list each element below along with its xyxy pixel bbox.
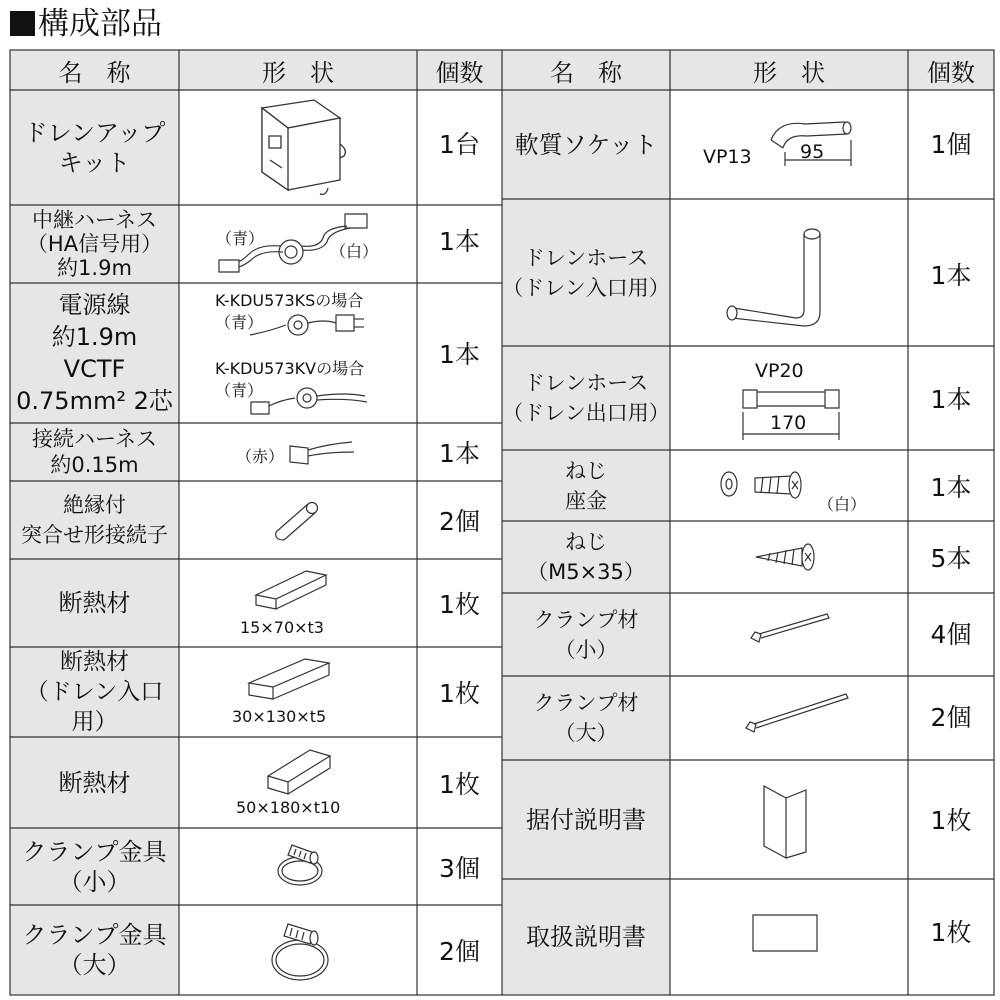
- wire-color-label: （白）: [330, 242, 379, 261]
- header-shape-right: 形 状: [753, 58, 825, 87]
- installation-manual-icon: [760, 782, 810, 866]
- row-count: 1枚: [439, 679, 480, 708]
- name-line: 約1.9m: [57, 256, 132, 280]
- row-name-cable-tie-large: [502, 676, 670, 760]
- screw-washer-icon: [715, 466, 815, 510]
- name-line: （小）: [58, 867, 131, 896]
- insulation-inlet-icon: [245, 655, 335, 709]
- row-name-insulation-inlet: [10, 647, 179, 737]
- name-line: （ドレン入口用）: [502, 275, 670, 300]
- name-line: 約0.15m: [50, 453, 139, 477]
- row-name-installation-manual: [502, 760, 670, 879]
- dimension-label: 30×130×t5: [232, 707, 327, 726]
- hose-clamp-small-icon: [270, 833, 330, 897]
- name-line: 絶縁付: [63, 493, 126, 517]
- name-line: （ドレン入口用）: [25, 679, 164, 735]
- butt-connector-icon: [262, 494, 332, 550]
- pipe-size-label: VP20: [755, 360, 804, 382]
- header-name-right: 名 称: [550, 58, 622, 87]
- variant-label: K-KDU573KVの場合: [215, 359, 365, 378]
- row-count: 1枚: [439, 769, 480, 799]
- row-count: 1本: [439, 439, 480, 468]
- row-count: 4個: [930, 620, 972, 649]
- soft-socket-icon: [765, 112, 865, 176]
- wire-color-label: （青）: [216, 229, 265, 248]
- header-name-left: 名 称: [58, 58, 131, 87]
- insulation-large-icon: [264, 742, 334, 804]
- row-name-screw-washer: [502, 450, 670, 521]
- row-name-butt-connector: [10, 481, 179, 559]
- row-count: 1枚: [439, 590, 480, 619]
- row-name-power-cable: [10, 283, 179, 423]
- hose-clamp-large-icon: [264, 910, 336, 994]
- row-name-insulation-3: [10, 737, 179, 828]
- name-line: 座金: [565, 488, 607, 513]
- name-line: 据付説明書: [526, 805, 646, 834]
- row-count: 1本: [439, 340, 480, 369]
- row-count: 2個: [439, 937, 480, 966]
- name-line: （M5×35）: [527, 560, 645, 584]
- name-line: （HA信号用）: [26, 232, 163, 256]
- row-count: 1台: [439, 129, 480, 159]
- name-line: VCTF: [63, 355, 126, 383]
- name-line: ドレンホース: [523, 371, 649, 395]
- cable-tie-small-icon: [745, 608, 835, 652]
- drain-hose-inlet-icon: [720, 222, 830, 336]
- wire-color-label: （赤）: [236, 447, 285, 466]
- row-count: 1枚: [930, 806, 972, 835]
- row-name-cable-tie-small: [502, 593, 670, 676]
- row-name-operation-manual: [502, 879, 670, 995]
- name-line: 中継ハーネス: [32, 208, 157, 232]
- dimension-label: 15×70×t3: [240, 618, 324, 637]
- name-line: ドレンホース: [523, 245, 649, 270]
- name-line: 突合せ形接続子: [21, 523, 168, 547]
- variant-label: K-KDU573KSの場合: [215, 291, 364, 310]
- wire-color-label: （青）: [215, 381, 264, 400]
- name-line: キット: [58, 148, 131, 177]
- row-count: 5本: [930, 544, 972, 573]
- name-line: 電源線: [58, 291, 131, 319]
- row-count: 3個: [439, 853, 480, 883]
- dimension-label: 170: [770, 412, 807, 434]
- screw-icon: [750, 540, 825, 578]
- name-line: クランプ金具: [22, 921, 167, 949]
- name-line: ドレンアップ: [23, 118, 166, 147]
- name-line: 取扱説明書: [526, 923, 646, 951]
- name-line: （小）: [554, 637, 618, 662]
- header-count-left: 個数: [435, 58, 484, 87]
- name-line: （ドレン出口用）: [502, 401, 670, 425]
- name-line: クランプ金具: [22, 837, 167, 866]
- row-count: 1本: [930, 385, 972, 414]
- row-count: 1本: [930, 261, 972, 290]
- row-name-clamp-large: [10, 905, 179, 995]
- dimension-label: 95: [800, 141, 825, 163]
- dimension-label: 50×180×t10: [236, 798, 341, 817]
- header-count-right: 個数: [927, 58, 975, 87]
- header-shape-left: 形 状: [262, 58, 334, 87]
- name-line: （大）: [554, 721, 618, 745]
- connection-harness-icon: [282, 432, 362, 476]
- name-line: （大）: [58, 951, 131, 979]
- row-name-drain-hose-outlet: [502, 346, 670, 450]
- row-name-screw: [502, 521, 670, 593]
- drain-up-kit-icon: [240, 92, 350, 208]
- name-line: 断熱材: [60, 649, 129, 675]
- row-name-clamp-small: [10, 828, 179, 905]
- row-count: 1枚: [930, 918, 972, 947]
- name-line: ねじ: [565, 458, 607, 483]
- row-count: 2個: [930, 703, 972, 732]
- row-name-soft-socket: [502, 90, 670, 199]
- name-line: クランプ材: [533, 607, 639, 632]
- insulation-small-icon: [252, 565, 332, 619]
- title-text: 構成部品: [38, 6, 162, 42]
- row-name-relay-harness: [10, 205, 179, 283]
- pipe-size-label: VP13: [703, 146, 752, 168]
- name-line: クランプ材: [533, 691, 639, 715]
- operation-manual-icon: [751, 913, 821, 959]
- row-count: 2個: [439, 507, 480, 536]
- row-count: 1本: [439, 227, 480, 256]
- row-name-connection-harness: [10, 423, 179, 481]
- name-line: 0.75mm² 2芯: [16, 387, 173, 415]
- power-cable-kv-icon: [245, 380, 395, 424]
- row-count: 1個: [930, 129, 972, 159]
- row-name-insulation-1: [10, 559, 179, 647]
- name-line: ねじ: [565, 530, 607, 554]
- name-line: 断熱材: [58, 589, 131, 617]
- power-cable-ks-icon: [240, 305, 380, 349]
- wire-color-label: （青）: [215, 313, 264, 332]
- row-name-drain-hose-inlet: [502, 199, 670, 346]
- name-line: 約1.9m: [51, 323, 138, 351]
- row-name-drain-up-kit: [10, 90, 179, 205]
- color-label: （白）: [818, 495, 867, 514]
- name-line: 接続ハーネス: [32, 427, 157, 451]
- name-line: 断熱材: [58, 768, 131, 797]
- cable-tie-large-icon: [740, 688, 855, 742]
- name-line: 軟質ソケット: [514, 130, 658, 159]
- row-count: 1本: [930, 472, 972, 502]
